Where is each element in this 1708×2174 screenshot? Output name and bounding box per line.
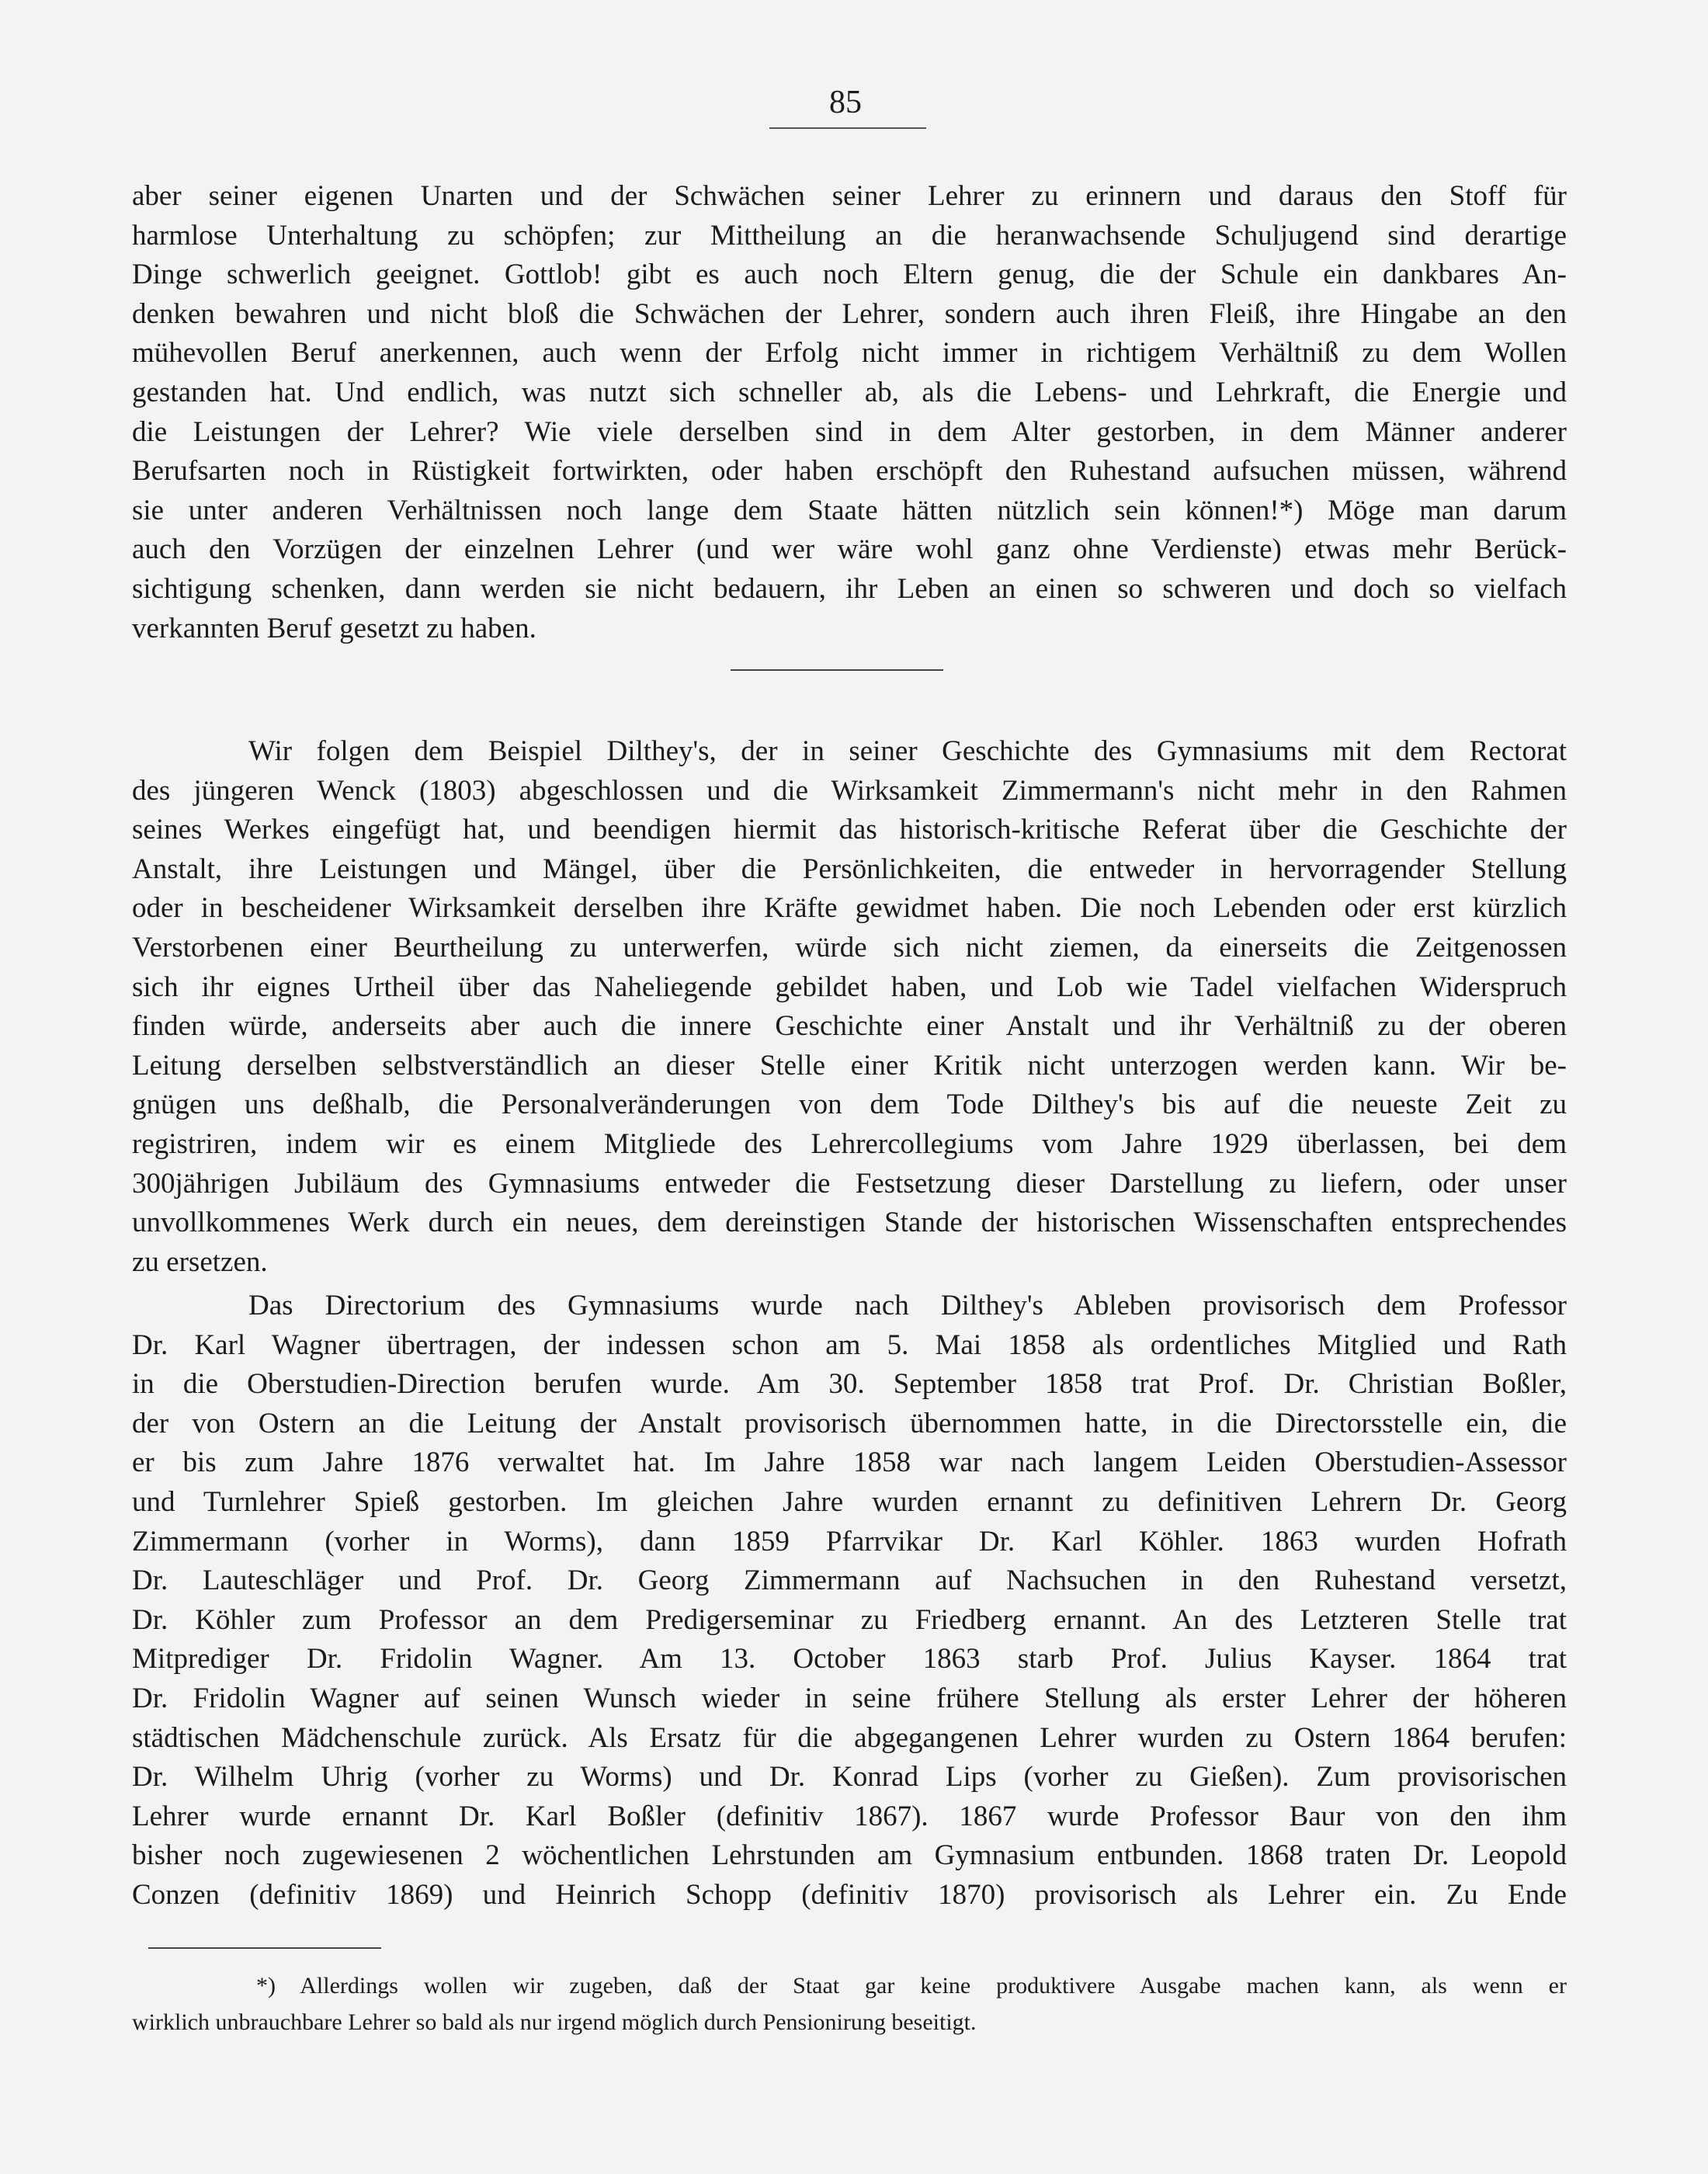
- text-line: Mitprediger Dr. Fridolin Wagner. Am 13. October 1863 starb Prof. Julius Kayser. 1864 trat: [132, 1643, 1567, 1676]
- text-line: sich ihr eignes Urtheil über das Naheliegende gebildet haben, und Lob wie Tadel vielfachen Widerspruch: [132, 971, 1567, 1003]
- text-line: Dr. Köhler zum Professor an dem Predigerseminar zu Friedberg ernannt. An des Letzteren Stelle trat: [132, 1603, 1567, 1636]
- footnote-rule: [148, 1947, 381, 1949]
- text-line: Dr. Fridolin Wagner auf seinen Wunsch wieder in seine frühere Stellung als erster Lehrer der höheren: [132, 1682, 1567, 1714]
- section-separator: [731, 669, 943, 671]
- text-line: verkannten Beruf gesetzt zu haben.: [132, 612, 536, 644]
- text-line: auch den Vorzügen der einzelnen Lehrer (und wer wäre wohl ganz ohne Verdienste) etwas mehr Berück-: [132, 533, 1567, 566]
- text-line: Lehrer wurde ernannt Dr. Karl Boßler (definitiv 1867). 1867 wurde Professor Baur von den ihm: [132, 1800, 1567, 1832]
- text-line: er bis zum Jahre 1876 verwaltet hat. Im Jahre 1858 war nach langem Leiden Oberstudien-Assessor: [132, 1446, 1567, 1479]
- text-line: Dr. Karl Wagner übertragen, der indessen schon am 5. Mai 1858 als ordentliches Mitglied und Rath: [132, 1328, 1567, 1361]
- footnote: [132, 1967, 1567, 2040]
- page-number-rule: [769, 127, 926, 129]
- text-line: denken bewahren und nicht bloß die Schwächen der Lehrer, sondern auch ihren Fleiß, ihre Hingabe an den: [132, 297, 1567, 330]
- text-line: Leitung derselben selbstverständlich an dieser Stelle einer Kritik nicht unterzogen werden kann. Wir be-: [132, 1049, 1567, 1082]
- text-line: der von Ostern an die Leitung der Anstalt provisorisch übernommen hatte, in die Directorsstelle ein, die: [132, 1407, 1567, 1439]
- page-number: 85: [829, 85, 862, 120]
- text-line: seines Werkes eingefügt hat, und beendigen hiermit das historisch-kritische Referat über die Geschichte der: [132, 814, 1567, 846]
- text-line: sie unter anderen Verhältnissen noch lange dem Staate hätten nützlich sein können!*) Möge man darum: [132, 494, 1567, 526]
- text-line: Das Directorium des Gymnasiums wurde nach Dilthey's Ableben provisorisch dem Professor: [248, 1290, 1567, 1321]
- text-line: Wir folgen dem Beispiel Dilthey's, der in seiner Geschichte des Gymnasiums mit dem Rectorat: [248, 735, 1567, 767]
- text-line: Berufsarten noch in Rüstigkeit fortwirkten, oder haben erschöpft den Ruhestand aufsuchen müssen, während: [132, 455, 1567, 488]
- text-line: unvollkommenes Werk durch ein neues, dem dereinstigen Stande der historischen Wissenschaften entsprechendes: [132, 1207, 1567, 1239]
- paragraph-3: [132, 1287, 1567, 1915]
- text-line: Dr. Lauteschläger und Prof. Dr. Georg Zimmermann auf Nachsuchen in den Ruhestand versetzt,: [132, 1565, 1567, 1597]
- text-line: gestanden hat. Und endlich, was nutzt sich schneller ab, als die Lebens- und Lehrkraft, die Energie und: [132, 376, 1567, 408]
- text-line: des jüngeren Wenck (1803) abgeschlossen und die Wirksamkeit Zimmermann's nicht mehr in den Rahmen: [132, 774, 1567, 807]
- text-line: oder in bescheidener Wirksamkeit derselben ihre Kräfte gewidmet haben. Die noch Lebenden oder erst kürzlich: [132, 892, 1567, 925]
- text-line: Verstorbenen einer Beurtheilung zu unterwerfen, würde sich nicht ziemen, da einerseits die Zeitgenossen: [132, 931, 1567, 964]
- text-line: sichtigung schenken, dann werden sie nicht bedauern, ihr Leben an einen so schweren und doch so vielfach: [132, 572, 1567, 605]
- text-line: zu ersetzen.: [132, 1245, 268, 1278]
- text-line: harmlose Unterhaltung zu schöpfen; zur Mittheilung an die heranwachsende Schuljugend sind derartige: [132, 219, 1567, 252]
- text-line: in die Oberstudien-Direction berufen wurde. Am 30. September 1858 trat Prof. Dr. Christian Boßler,: [132, 1368, 1567, 1401]
- text-line: städtischen Mädchenschule zurück. Als Ersatz für die abgegangenen Lehrer wurden zu Ostern 1864 berufen:: [132, 1721, 1567, 1754]
- text-line: Dinge schwerlich geeignet. Gottlob! gibt es auch noch Eltern genug, die der Schule ein dankbares An-: [132, 259, 1567, 291]
- text-line: die Leistungen der Lehrer? Wie viele derselben sind in dem Alter gestorben, in dem Männer anderer: [132, 415, 1567, 448]
- footnote-line: *) Allerdings wollen wir zugeben, daß der Staat gar keine produktivere Ausgabe machen kann, als wenn er: [256, 1973, 1567, 1999]
- paragraph-2: [132, 732, 1567, 1282]
- text-line: finden würde, anderseits aber auch die innere Geschichte einer Anstalt und ihr Verhältniß zu der oberen: [132, 1010, 1567, 1043]
- text-line: aber seiner eigenen Unarten und der Schwächen seiner Lehrer zu erinnern und daraus den Stoff für: [132, 180, 1567, 212]
- paragraph-1: [132, 177, 1567, 648]
- text-line: und Turnlehrer Spieß gestorben. Im gleichen Jahre wurden ernannt zu definitiven Lehrern Dr. Georg: [132, 1485, 1567, 1518]
- text-line: registriren, indem wir es einem Mitgliede des Lehrercollegiums vom Jahre 1929 überlassen, bei dem: [132, 1127, 1567, 1160]
- text-line: Anstalt, ihre Leistungen und Mängel, über die Persönlichkeiten, die entweder in hervorragender Stellung: [132, 853, 1567, 885]
- text-line: Conzen (definitiv 1869) und Heinrich Schopp (definitiv 1870) provisorisch als Lehrer ein. Zu Ende: [132, 1878, 1567, 1911]
- text-line: Dr. Wilhelm Uhrig (vorher zu Worms) und Dr. Konrad Lips (vorher zu Gießen). Zum provisorischen: [132, 1761, 1567, 1794]
- text-line: Zimmermann (vorher in Worms), dann 1859 Pfarrvikar Dr. Karl Köhler. 1863 wurden Hofrath: [132, 1525, 1567, 1558]
- text-line: 300jährigen Jubiläum des Gymnasiums entweder die Festsetzung dieser Darstellung zu liefern, oder unser: [132, 1167, 1567, 1200]
- text-line: bisher noch zugewiesenen 2 wöchentlichen Lehrstunden am Gymnasium entbunden. 1868 traten Dr. Leopold: [132, 1839, 1567, 1872]
- text-line: mühevollen Beruf anerkennen, auch wenn der Erfolg nicht immer in richtigem Verhältniß zu dem Wollen: [132, 337, 1567, 370]
- text-line: gnügen uns deßhalb, die Personalveränderungen von dem Tode Dilthey's bis auf die neueste Zeit zu: [132, 1089, 1567, 1121]
- footnote-line: wirklich unbrauchbare Lehrer so bald als nur irgend möglich durch Pensionirung beseitigt.: [132, 2009, 977, 2035]
